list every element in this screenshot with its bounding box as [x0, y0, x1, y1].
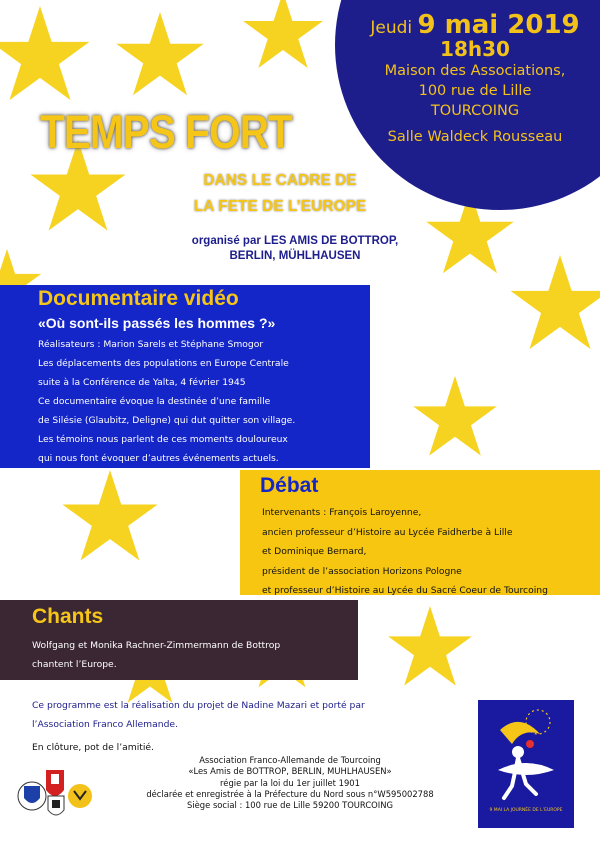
debate-section: [240, 470, 600, 595]
star-icon: [116, 12, 204, 95]
venue-line: TOURCOING: [430, 103, 520, 119]
organiser-text: organisé par LES AMIS DE BOTTROP, BERLIN, MÜHLHAUSEN: [191, 235, 399, 262]
event-date: Jeudi 9 mai 2019: [370, 10, 580, 40]
venue-line: Salle Waldeck Rousseau: [387, 129, 563, 145]
city-crests-logo: [10, 758, 100, 828]
star-icon: [511, 255, 600, 349]
event-info: [355, 10, 595, 147]
documentary-heading: Documentaire vidéo: [38, 287, 239, 310]
documentary-title: «Où sont-ils passés les hommes ?»: [38, 315, 276, 331]
star-icon: [0, 6, 89, 100]
chants-section: [0, 600, 358, 680]
chants-description: Wolfgang et Monika Rachner-Zimmermann de Bottrop chantent l’Europe.: [32, 640, 281, 670]
star-icon: [62, 470, 157, 560]
venue-line: 100 rue de Lille: [418, 83, 532, 99]
event-time: 18h30: [440, 37, 510, 61]
closing-note: En clôture, pot de l’amitié.: [32, 742, 154, 753]
debate-description: Intervenants : François Laroyenne, ancien professeur d’Histoire au Lycée Faidherbe à Lille et Dominique Bernard, président de l’association Horizons Pologne et professeur d’Histoire au Lycée du Sacré Coeur de Tourcoing: [262, 507, 548, 596]
europe-day-poster-image: [478, 700, 574, 828]
star-icon: [388, 606, 472, 686]
star-icon: [243, 0, 323, 68]
chants-heading: Chants: [32, 605, 104, 628]
association-footer: Association Franco-Allemande de Tourcoing «Les Amis de BOTTROP, BERLIN, MUHLHAUSEN» régie par la loi du 1er juillet 1901 déclarée et enregistrée à la Préfecture du Nord sous n°W595002788 Siège social : 100 rue de Lille 59200 TOURCOING: [146, 755, 434, 811]
venue-line: Maison des Associations,: [384, 63, 566, 79]
subtitle-line: LA FETE DE L’EUROPE: [193, 198, 367, 215]
star-icon: [413, 376, 497, 456]
debate-heading: Débat: [260, 474, 319, 497]
page-title: TEMPS FORT: [40, 105, 292, 158]
subtitle-line: DANS LE CADRE DE: [203, 172, 357, 189]
program-note: Ce programme est la réalisation du projet de Nadine Mazari et porté par l’Association Franco Allemande.: [32, 700, 365, 730]
documentary-section: [0, 285, 370, 468]
documentary-description: Réalisateurs : Marion Sarels et Stéphane Smogor Les déplacements des populations en Europe Centrale suite à la Conférence de Yalta, 4 février 1945 Ce documentaire évoque la destinée d’une famille de Silésie (Glaubitz, Deligne) qui dut quitter son village. Les témoins nous parlent de ces moments douloureux qui nous font évoquer d’autres événements actuels.: [38, 339, 296, 464]
poster-caption: 9 MAI LA JOURNÉE DE L’EUROPE: [489, 808, 563, 813]
